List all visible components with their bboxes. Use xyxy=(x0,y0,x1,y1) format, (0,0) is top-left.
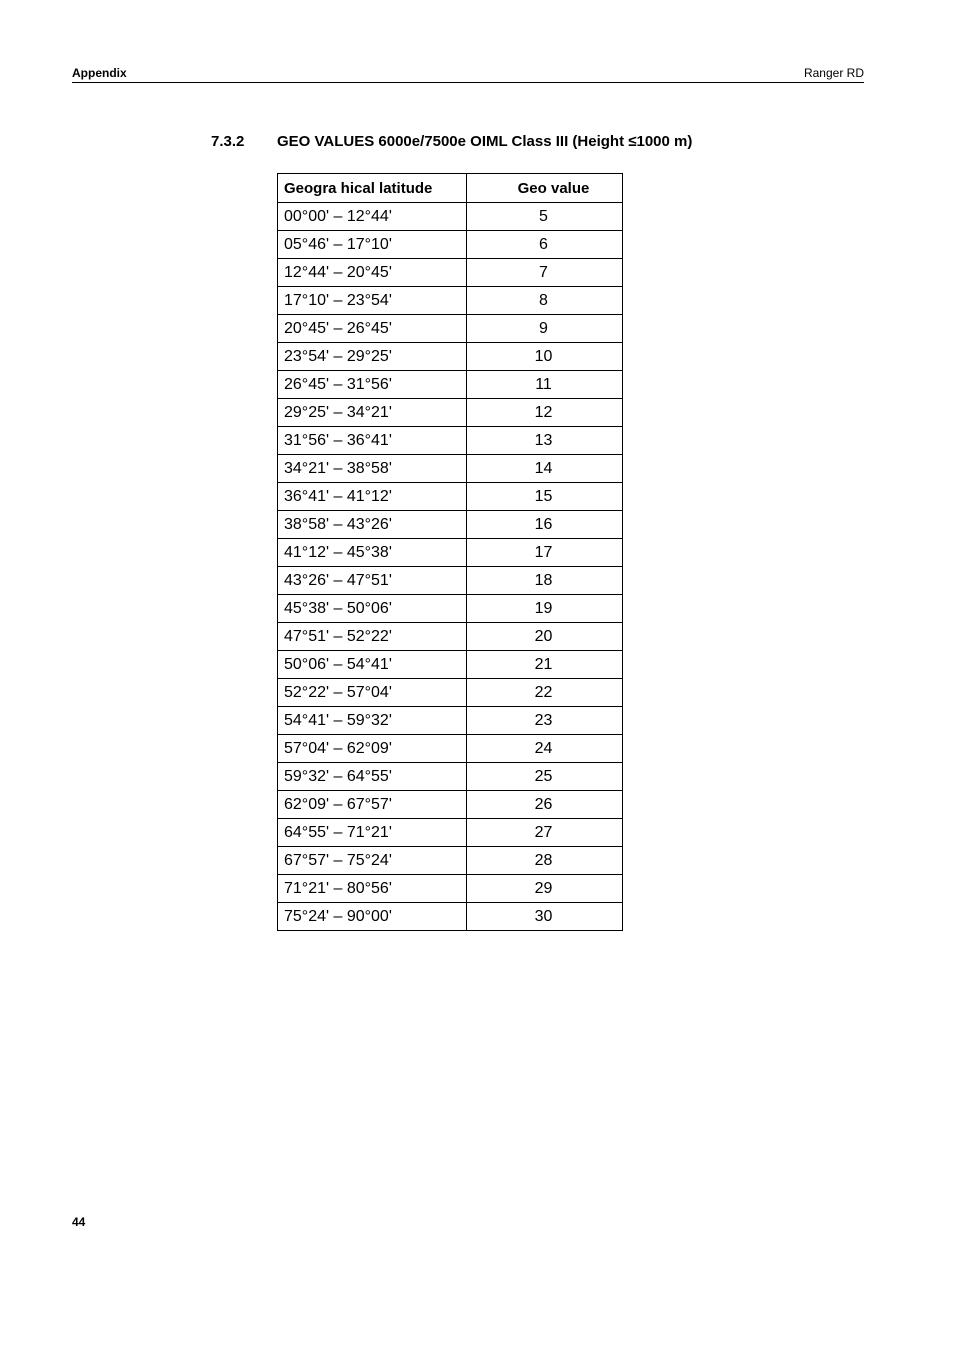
geo-value-cell: 30 xyxy=(467,903,623,931)
latitude-range-cell: 05°46' – 17°10' xyxy=(278,231,467,259)
latitude-range-cell: 64°55' – 71°21' xyxy=(278,819,467,847)
table-row xyxy=(278,315,623,343)
latitude-range-cell: 31°56' – 36°41' xyxy=(278,427,467,455)
table-row xyxy=(278,791,623,819)
latitude-range-cell: 26°45' – 31°56' xyxy=(278,371,467,399)
table-row xyxy=(278,595,623,623)
latitude-range-cell: 71°21' – 80°56' xyxy=(278,875,467,903)
geo-value-cell: 15 xyxy=(467,483,623,511)
table-row xyxy=(278,287,623,315)
latitude-range-cell: 62°09' – 67°57' xyxy=(278,791,467,819)
table-header-row xyxy=(278,174,623,203)
latitude-range-cell: 45°38' – 50°06' xyxy=(278,595,467,623)
latitude-range-cell: 50°06' – 54°41' xyxy=(278,651,467,679)
latitude-range-cell: 36°41' – 41°12' xyxy=(278,483,467,511)
geo-value-cell: 14 xyxy=(467,455,623,483)
geo-value-cell: 6 xyxy=(467,231,623,259)
table-row xyxy=(278,511,623,539)
latitude-range-cell: 54°41' – 59°32' xyxy=(278,707,467,735)
table-row xyxy=(278,203,623,231)
table-row xyxy=(278,735,623,763)
geo-value-cell: 29 xyxy=(467,875,623,903)
geo-value-cell: 23 xyxy=(467,707,623,735)
geo-value-cell: 22 xyxy=(467,679,623,707)
geo-value-cell: 17 xyxy=(467,539,623,567)
geo-value-cell: 28 xyxy=(467,847,623,875)
geo-value-cell: 8 xyxy=(467,287,623,315)
section-number: 7.3.2 xyxy=(211,133,245,150)
geo-value-cell: 19 xyxy=(467,595,623,623)
geo-value-cell: 21 xyxy=(467,651,623,679)
latitude-range-cell: 41°12' – 45°38' xyxy=(278,539,467,567)
latitude-range-cell: 75°24' – 90°00' xyxy=(278,903,467,931)
geo-value-cell: 12 xyxy=(467,399,623,427)
header-divider xyxy=(72,82,864,83)
table-row xyxy=(278,623,623,651)
table-row xyxy=(278,231,623,259)
geo-value-cell: 18 xyxy=(467,567,623,595)
table-row xyxy=(278,847,623,875)
geo-value-cell: 25 xyxy=(467,763,623,791)
latitude-range-cell: 47°51' – 52°22' xyxy=(278,623,467,651)
latitude-range-cell: 00°00' – 12°44' xyxy=(278,203,467,231)
table-row xyxy=(278,455,623,483)
geo-values-table xyxy=(277,173,623,931)
latitude-range-cell: 57°04' – 62°09' xyxy=(278,735,467,763)
table-row xyxy=(278,819,623,847)
table-row xyxy=(278,707,623,735)
section-heading xyxy=(211,133,692,150)
table-row xyxy=(278,875,623,903)
latitude-range-cell: 34°21' – 38°58' xyxy=(278,455,467,483)
table-row xyxy=(278,343,623,371)
table-row xyxy=(278,651,623,679)
latitude-range-cell: 52°22' – 57°04' xyxy=(278,679,467,707)
latitude-range-cell: 29°25' – 34°21' xyxy=(278,399,467,427)
latitude-range-cell: 12°44' – 20°45' xyxy=(278,259,467,287)
latitude-range-cell: 43°26' – 47°51' xyxy=(278,567,467,595)
geo-value-cell: 20 xyxy=(467,623,623,651)
latitude-range-cell: 20°45' – 26°45' xyxy=(278,315,467,343)
table-row xyxy=(278,427,623,455)
geo-value-cell: 16 xyxy=(467,511,623,539)
geo-value-cell: 9 xyxy=(467,315,623,343)
geo-value-cell: 13 xyxy=(467,427,623,455)
latitude-range-cell: 38°58' – 43°26' xyxy=(278,511,467,539)
latitude-range-cell: 17°10' – 23°54' xyxy=(278,287,467,315)
latitude-range-cell: 59°32' – 64°55' xyxy=(278,763,467,791)
geo-value-cell: 27 xyxy=(467,819,623,847)
table-row xyxy=(278,763,623,791)
table-row xyxy=(278,371,623,399)
geo-value-cell: 26 xyxy=(467,791,623,819)
running-header-section: Appendix xyxy=(72,66,127,80)
geo-value-cell: 11 xyxy=(467,371,623,399)
column-header-geo-value: Geo value xyxy=(467,174,623,203)
table-row xyxy=(278,567,623,595)
page-number: 44 xyxy=(72,1215,86,1229)
table-row xyxy=(278,259,623,287)
geo-value-cell: 7 xyxy=(467,259,623,287)
table-row xyxy=(278,399,623,427)
geo-value-cell: 10 xyxy=(467,343,623,371)
geo-value-cell: 24 xyxy=(467,735,623,763)
table-row xyxy=(278,679,623,707)
table-body xyxy=(278,203,623,931)
geo-value-cell: 5 xyxy=(467,203,623,231)
section-title: GEO VALUES 6000e/7500e OIML Class III (Height ≤1000 m) xyxy=(277,133,693,150)
column-header-latitude: Geogra hical latitude xyxy=(278,174,467,203)
table-row xyxy=(278,903,623,931)
table-row xyxy=(278,539,623,567)
running-header-product: Ranger RD xyxy=(803,66,864,80)
latitude-range-cell: 67°57' – 75°24' xyxy=(278,847,467,875)
latitude-range-cell: 23°54' – 29°25' xyxy=(278,343,467,371)
table-row xyxy=(278,483,623,511)
